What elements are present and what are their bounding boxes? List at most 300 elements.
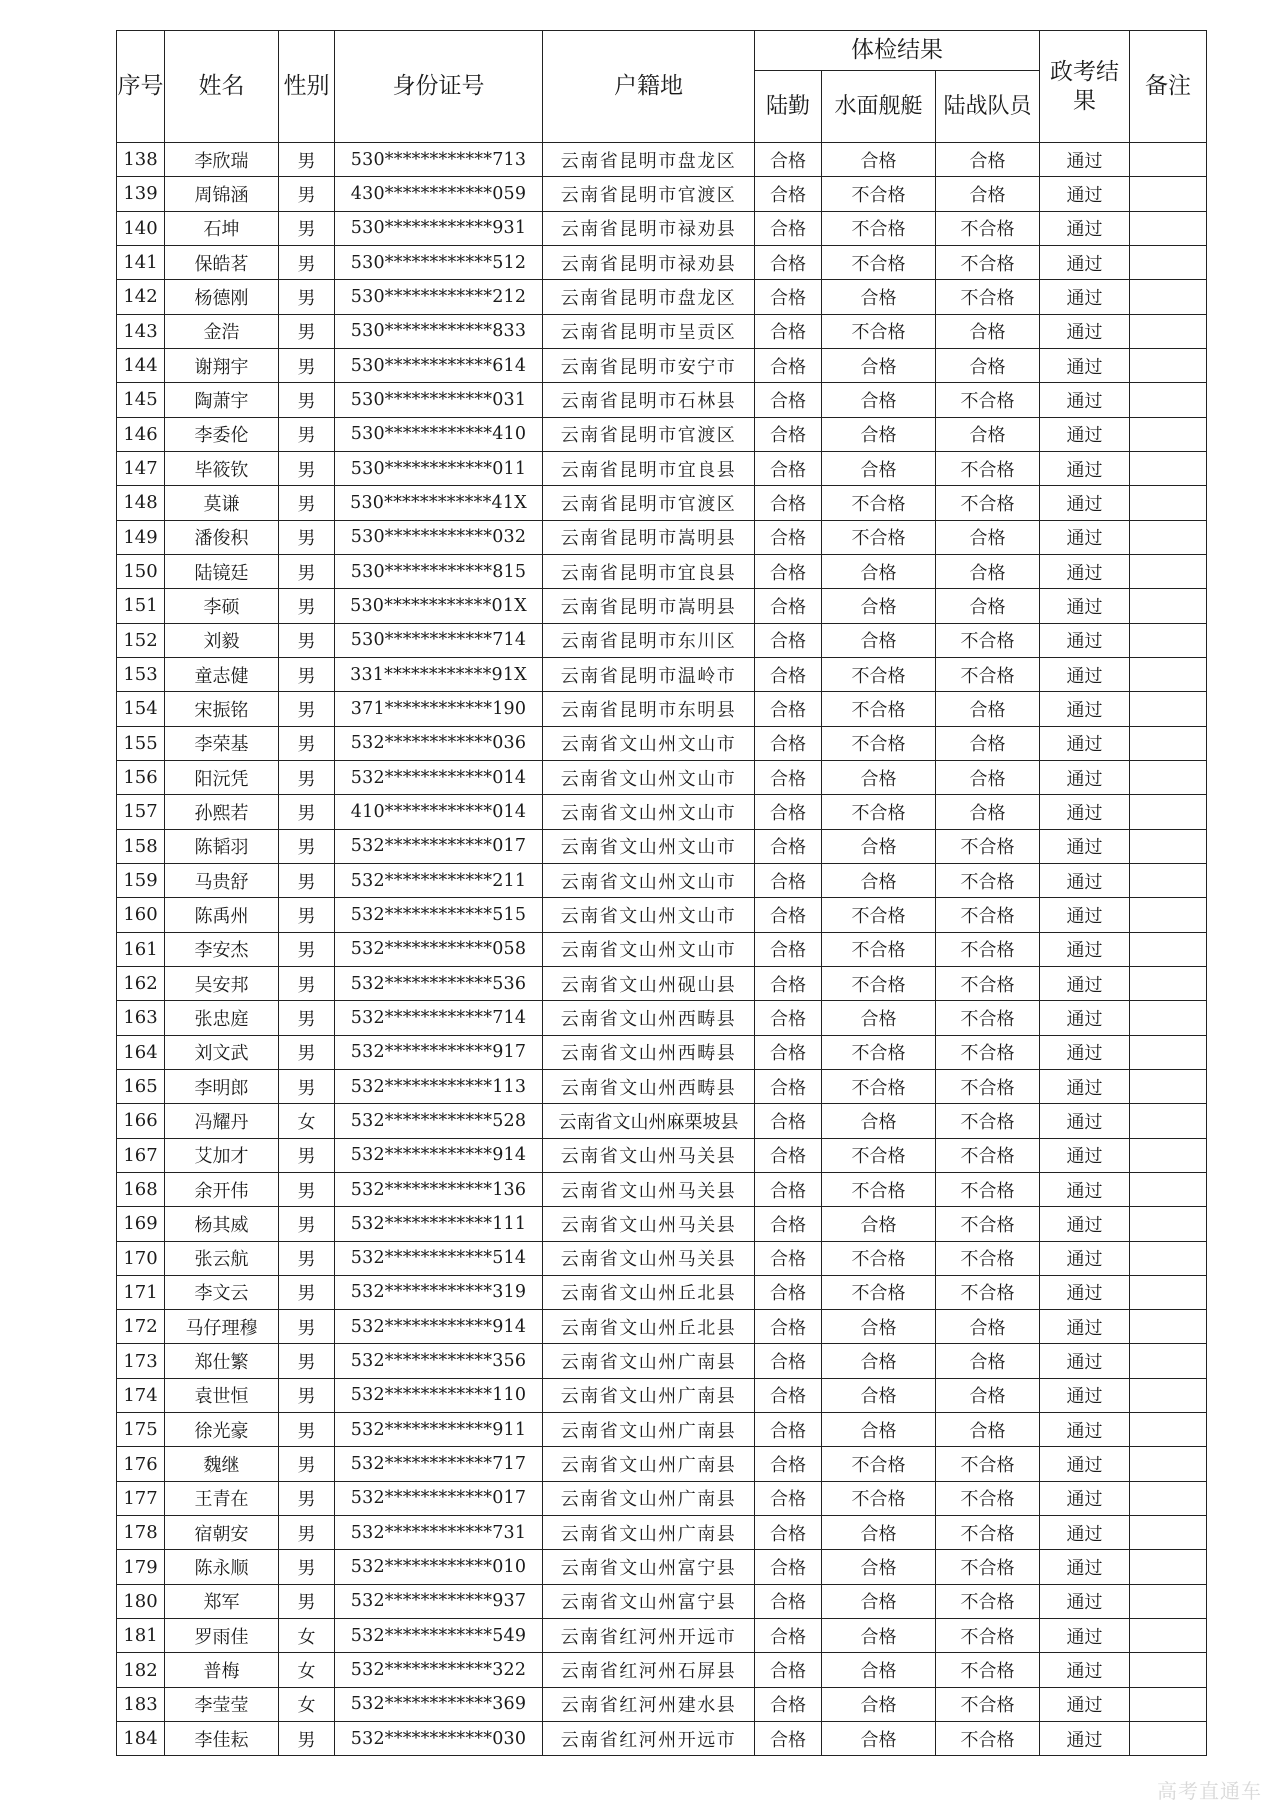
cell-marine: 不合格 bbox=[936, 1138, 1040, 1172]
cell-army: 合格 bbox=[755, 451, 822, 485]
cell-id: 530************512 bbox=[335, 245, 543, 279]
cell-gender: 女 bbox=[279, 1653, 335, 1687]
cell-gender: 男 bbox=[279, 1035, 335, 1069]
cell-army: 合格 bbox=[755, 1447, 822, 1481]
cell-political: 通过 bbox=[1040, 1275, 1130, 1309]
cell-id: 532************914 bbox=[335, 1310, 543, 1344]
cell-origin: 云南省文山州丘北县 bbox=[543, 1310, 755, 1344]
cell-political: 通过 bbox=[1040, 829, 1130, 863]
cell-army: 合格 bbox=[755, 1550, 822, 1584]
cell-id: 532************917 bbox=[335, 1035, 543, 1069]
cell-seq: 169 bbox=[117, 1207, 165, 1241]
cell-name: 袁世恒 bbox=[165, 1378, 279, 1412]
cell-origin: 云南省文山州丘北县 bbox=[543, 1275, 755, 1309]
cell-seq: 183 bbox=[117, 1687, 165, 1721]
cell-army: 合格 bbox=[755, 1069, 822, 1103]
cell-army: 合格 bbox=[755, 1172, 822, 1206]
cell-political: 通过 bbox=[1040, 314, 1130, 348]
table-row bbox=[117, 554, 1207, 588]
cell-remark bbox=[1130, 211, 1207, 245]
cell-id: 532************356 bbox=[335, 1344, 543, 1378]
cell-remark bbox=[1130, 1035, 1207, 1069]
cell-political: 通过 bbox=[1040, 1550, 1130, 1584]
cell-political: 通过 bbox=[1040, 1447, 1130, 1481]
cell-surface: 不合格 bbox=[822, 898, 936, 932]
cell-gender: 男 bbox=[279, 589, 335, 623]
table-row bbox=[117, 1138, 1207, 1172]
cell-origin: 云南省昆明市安宁市 bbox=[543, 348, 755, 382]
cell-id: 530************410 bbox=[335, 417, 543, 451]
cell-name: 普梅 bbox=[165, 1653, 279, 1687]
cell-origin: 云南省文山州西畴县 bbox=[543, 1001, 755, 1035]
cell-army: 合格 bbox=[755, 417, 822, 451]
cell-political: 通过 bbox=[1040, 1584, 1130, 1618]
cell-army: 合格 bbox=[755, 211, 822, 245]
cell-surface: 合格 bbox=[822, 1653, 936, 1687]
cell-political: 通过 bbox=[1040, 795, 1130, 829]
cell-id: 530************713 bbox=[335, 143, 543, 177]
cell-surface: 合格 bbox=[822, 417, 936, 451]
cell-surface: 合格 bbox=[822, 1310, 936, 1344]
table-row bbox=[117, 486, 1207, 520]
cell-gender: 男 bbox=[279, 1516, 335, 1550]
cell-gender: 女 bbox=[279, 1104, 335, 1138]
cell-political: 通过 bbox=[1040, 932, 1130, 966]
cell-remark bbox=[1130, 623, 1207, 657]
cell-marine: 不合格 bbox=[936, 898, 1040, 932]
cell-gender: 男 bbox=[279, 486, 335, 520]
cell-remark bbox=[1130, 177, 1207, 211]
cell-marine: 不合格 bbox=[936, 1241, 1040, 1275]
cell-name: 李荣基 bbox=[165, 726, 279, 760]
cell-political: 通过 bbox=[1040, 486, 1130, 520]
cell-name: 保皓茗 bbox=[165, 245, 279, 279]
cell-remark bbox=[1130, 863, 1207, 897]
cell-political: 通过 bbox=[1040, 451, 1130, 485]
cell-seq: 143 bbox=[117, 314, 165, 348]
cell-id: 532************514 bbox=[335, 1241, 543, 1275]
cell-seq: 182 bbox=[117, 1653, 165, 1687]
cell-seq: 184 bbox=[117, 1722, 165, 1756]
cell-seq: 142 bbox=[117, 280, 165, 314]
cell-id: 530************714 bbox=[335, 623, 543, 657]
cell-marine: 不合格 bbox=[936, 1069, 1040, 1103]
cell-surface: 不合格 bbox=[822, 795, 936, 829]
cell-remark bbox=[1130, 795, 1207, 829]
cell-army: 合格 bbox=[755, 692, 822, 726]
header-physical: 体检结果 bbox=[755, 31, 1040, 71]
cell-id: 532************731 bbox=[335, 1516, 543, 1550]
cell-political: 通过 bbox=[1040, 1687, 1130, 1721]
cell-political: 通过 bbox=[1040, 589, 1130, 623]
cell-name: 魏继 bbox=[165, 1447, 279, 1481]
table-row bbox=[117, 1104, 1207, 1138]
cell-marine: 合格 bbox=[936, 1310, 1040, 1344]
cell-political: 通过 bbox=[1040, 1172, 1130, 1206]
cell-name: 李明郎 bbox=[165, 1069, 279, 1103]
cell-surface: 不合格 bbox=[822, 1138, 936, 1172]
cell-marine: 合格 bbox=[936, 795, 1040, 829]
cell-id: 530************01X bbox=[335, 589, 543, 623]
table-row bbox=[117, 245, 1207, 279]
cell-remark bbox=[1130, 1172, 1207, 1206]
cell-political: 通过 bbox=[1040, 657, 1130, 691]
cell-remark bbox=[1130, 1104, 1207, 1138]
cell-id: 430************059 bbox=[335, 177, 543, 211]
cell-seq: 150 bbox=[117, 554, 165, 588]
cell-name: 潘俊积 bbox=[165, 520, 279, 554]
cell-army: 合格 bbox=[755, 1687, 822, 1721]
cell-origin: 云南省文山州马关县 bbox=[543, 1207, 755, 1241]
cell-surface: 不合格 bbox=[822, 1447, 936, 1481]
cell-name: 李莹莹 bbox=[165, 1687, 279, 1721]
cell-origin: 云南省文山州富宁县 bbox=[543, 1550, 755, 1584]
cell-seq: 178 bbox=[117, 1516, 165, 1550]
cell-gender: 男 bbox=[279, 1447, 335, 1481]
cell-political: 通过 bbox=[1040, 417, 1130, 451]
cell-id: 532************937 bbox=[335, 1584, 543, 1618]
table-row bbox=[117, 1172, 1207, 1206]
table-row bbox=[117, 1653, 1207, 1687]
cell-seq: 154 bbox=[117, 692, 165, 726]
cell-political: 通过 bbox=[1040, 1207, 1130, 1241]
cell-surface: 合格 bbox=[822, 1104, 936, 1138]
cell-id: 532************111 bbox=[335, 1207, 543, 1241]
cell-army: 合格 bbox=[755, 726, 822, 760]
cell-name: 陈禹州 bbox=[165, 898, 279, 932]
cell-political: 通过 bbox=[1040, 280, 1130, 314]
cell-name: 童志健 bbox=[165, 657, 279, 691]
cell-seq: 172 bbox=[117, 1310, 165, 1344]
cell-remark bbox=[1130, 1722, 1207, 1756]
cell-gender: 女 bbox=[279, 1687, 335, 1721]
cell-remark bbox=[1130, 1516, 1207, 1550]
cell-army: 合格 bbox=[755, 657, 822, 691]
cell-surface: 合格 bbox=[822, 1584, 936, 1618]
cell-gender: 男 bbox=[279, 1172, 335, 1206]
cell-name: 周锦涵 bbox=[165, 177, 279, 211]
cell-id: 410************014 bbox=[335, 795, 543, 829]
cell-marine: 不合格 bbox=[936, 486, 1040, 520]
table-row bbox=[117, 692, 1207, 726]
cell-political: 通过 bbox=[1040, 863, 1130, 897]
cell-political: 通过 bbox=[1040, 692, 1130, 726]
cell-surface: 合格 bbox=[822, 554, 936, 588]
cell-army: 合格 bbox=[755, 1516, 822, 1550]
cell-remark bbox=[1130, 1550, 1207, 1584]
cell-seq: 151 bbox=[117, 589, 165, 623]
cell-id: 532************113 bbox=[335, 1069, 543, 1103]
cell-seq: 148 bbox=[117, 486, 165, 520]
table-row bbox=[117, 829, 1207, 863]
cell-id: 532************211 bbox=[335, 863, 543, 897]
cell-surface: 合格 bbox=[822, 1001, 936, 1035]
cell-remark bbox=[1130, 1653, 1207, 1687]
cell-origin: 云南省文山州文山市 bbox=[543, 932, 755, 966]
cell-surface: 不合格 bbox=[822, 726, 936, 760]
cell-political: 通过 bbox=[1040, 1378, 1130, 1412]
cell-surface: 合格 bbox=[822, 1722, 936, 1756]
table-header bbox=[117, 31, 1207, 143]
cell-army: 合格 bbox=[755, 520, 822, 554]
cell-origin: 云南省文山州广南县 bbox=[543, 1516, 755, 1550]
cell-id: 532************911 bbox=[335, 1413, 543, 1447]
cell-seq: 180 bbox=[117, 1584, 165, 1618]
cell-name: 徐光豪 bbox=[165, 1413, 279, 1447]
cell-origin: 云南省昆明市呈贡区 bbox=[543, 314, 755, 348]
table-row bbox=[117, 348, 1207, 382]
cell-marine: 合格 bbox=[936, 1344, 1040, 1378]
cell-marine: 不合格 bbox=[936, 1447, 1040, 1481]
cell-id: 532************714 bbox=[335, 1001, 543, 1035]
cell-name: 李欣瑞 bbox=[165, 143, 279, 177]
cell-marine: 不合格 bbox=[936, 1722, 1040, 1756]
cell-name: 吴安邦 bbox=[165, 966, 279, 1000]
cell-id: 532************036 bbox=[335, 726, 543, 760]
cell-army: 合格 bbox=[755, 1310, 822, 1344]
cell-seq: 163 bbox=[117, 1001, 165, 1035]
cell-name: 艾加才 bbox=[165, 1138, 279, 1172]
cell-remark bbox=[1130, 1241, 1207, 1275]
cell-political: 通过 bbox=[1040, 1241, 1130, 1275]
cell-remark bbox=[1130, 245, 1207, 279]
cell-id: 371************190 bbox=[335, 692, 543, 726]
table-row bbox=[117, 1069, 1207, 1103]
cell-marine: 不合格 bbox=[936, 1035, 1040, 1069]
cell-origin: 云南省昆明市温岭市 bbox=[543, 657, 755, 691]
cell-seq: 171 bbox=[117, 1275, 165, 1309]
cell-gender: 男 bbox=[279, 417, 335, 451]
cell-remark bbox=[1130, 657, 1207, 691]
table-row bbox=[117, 1344, 1207, 1378]
cell-seq: 152 bbox=[117, 623, 165, 657]
cell-gender: 男 bbox=[279, 898, 335, 932]
cell-remark bbox=[1130, 143, 1207, 177]
cell-surface: 合格 bbox=[822, 1378, 936, 1412]
cell-surface: 合格 bbox=[822, 383, 936, 417]
table-row bbox=[117, 1001, 1207, 1035]
cell-origin: 云南省红河州开远市 bbox=[543, 1619, 755, 1653]
table-body bbox=[117, 143, 1207, 1756]
cell-gender: 男 bbox=[279, 623, 335, 657]
cell-gender: 男 bbox=[279, 554, 335, 588]
table-row bbox=[117, 966, 1207, 1000]
cell-seq: 165 bbox=[117, 1069, 165, 1103]
cell-origin: 云南省昆明市石林县 bbox=[543, 383, 755, 417]
cell-name: 马贵舒 bbox=[165, 863, 279, 897]
cell-remark bbox=[1130, 348, 1207, 382]
cell-army: 合格 bbox=[755, 1138, 822, 1172]
cell-name: 余开伟 bbox=[165, 1172, 279, 1206]
cell-gender: 男 bbox=[279, 966, 335, 1000]
cell-gender: 男 bbox=[279, 520, 335, 554]
cell-origin: 云南省文山州西畴县 bbox=[543, 1035, 755, 1069]
cell-army: 合格 bbox=[755, 863, 822, 897]
cell-marine: 合格 bbox=[936, 554, 1040, 588]
table-row bbox=[117, 211, 1207, 245]
cell-gender: 男 bbox=[279, 1550, 335, 1584]
cell-id: 532************536 bbox=[335, 966, 543, 1000]
cell-surface: 合格 bbox=[822, 143, 936, 177]
cell-name: 郑仕繁 bbox=[165, 1344, 279, 1378]
cell-gender: 男 bbox=[279, 1241, 335, 1275]
cell-surface: 合格 bbox=[822, 348, 936, 382]
cell-remark bbox=[1130, 1687, 1207, 1721]
cell-marine: 不合格 bbox=[936, 1619, 1040, 1653]
cell-remark bbox=[1130, 1069, 1207, 1103]
cell-surface: 不合格 bbox=[822, 177, 936, 211]
cell-id: 532************136 bbox=[335, 1172, 543, 1206]
table-row bbox=[117, 143, 1207, 177]
cell-remark bbox=[1130, 417, 1207, 451]
header-gender: 性别 bbox=[279, 31, 335, 143]
cell-id: 530************032 bbox=[335, 520, 543, 554]
cell-gender: 男 bbox=[279, 657, 335, 691]
cell-political: 通过 bbox=[1040, 966, 1130, 1000]
cell-name: 陶萧宇 bbox=[165, 383, 279, 417]
cell-remark bbox=[1130, 726, 1207, 760]
cell-surface: 不合格 bbox=[822, 1481, 936, 1515]
cell-remark bbox=[1130, 589, 1207, 623]
table-row bbox=[117, 589, 1207, 623]
cell-marine: 不合格 bbox=[936, 1172, 1040, 1206]
cell-political: 通过 bbox=[1040, 245, 1130, 279]
cell-seq: 179 bbox=[117, 1550, 165, 1584]
table-row bbox=[117, 1378, 1207, 1412]
cell-id: 532************549 bbox=[335, 1619, 543, 1653]
cell-surface: 合格 bbox=[822, 1619, 936, 1653]
cell-political: 通过 bbox=[1040, 554, 1130, 588]
cell-name: 张云航 bbox=[165, 1241, 279, 1275]
cell-political: 通过 bbox=[1040, 623, 1130, 657]
cell-gender: 男 bbox=[279, 1069, 335, 1103]
cell-political: 通过 bbox=[1040, 1722, 1130, 1756]
cell-army: 合格 bbox=[755, 1001, 822, 1035]
table-row bbox=[117, 1481, 1207, 1515]
cell-name: 冯耀丹 bbox=[165, 1104, 279, 1138]
cell-army: 合格 bbox=[755, 623, 822, 657]
table-row bbox=[117, 1447, 1207, 1481]
cell-marine: 合格 bbox=[936, 692, 1040, 726]
cell-id: 532************110 bbox=[335, 1378, 543, 1412]
results-table bbox=[116, 30, 1207, 1756]
cell-surface: 不合格 bbox=[822, 932, 936, 966]
cell-origin: 云南省文山州文山市 bbox=[543, 726, 755, 760]
cell-gender: 男 bbox=[279, 348, 335, 382]
cell-marine: 合格 bbox=[936, 1378, 1040, 1412]
cell-political: 通过 bbox=[1040, 177, 1130, 211]
cell-remark bbox=[1130, 1207, 1207, 1241]
cell-remark bbox=[1130, 486, 1207, 520]
cell-gender: 男 bbox=[279, 177, 335, 211]
table-row bbox=[117, 623, 1207, 657]
cell-political: 通过 bbox=[1040, 211, 1130, 245]
cell-origin: 云南省昆明市盘龙区 bbox=[543, 280, 755, 314]
cell-marine: 合格 bbox=[936, 314, 1040, 348]
cell-remark bbox=[1130, 1619, 1207, 1653]
cell-political: 通过 bbox=[1040, 143, 1130, 177]
cell-marine: 不合格 bbox=[936, 1001, 1040, 1035]
cell-origin: 云南省昆明市禄劝县 bbox=[543, 211, 755, 245]
cell-id: 532************914 bbox=[335, 1138, 543, 1172]
cell-political: 通过 bbox=[1040, 760, 1130, 794]
cell-political: 通过 bbox=[1040, 1035, 1130, 1069]
header-origin: 户籍地 bbox=[543, 31, 755, 143]
cell-gender: 男 bbox=[279, 211, 335, 245]
cell-seq: 140 bbox=[117, 211, 165, 245]
cell-gender: 男 bbox=[279, 863, 335, 897]
cell-origin: 云南省文山州文山市 bbox=[543, 863, 755, 897]
cell-seq: 175 bbox=[117, 1413, 165, 1447]
table-row bbox=[117, 280, 1207, 314]
cell-surface: 合格 bbox=[822, 1413, 936, 1447]
cell-surface: 不合格 bbox=[822, 1275, 936, 1309]
cell-origin: 云南省昆明市东川区 bbox=[543, 623, 755, 657]
cell-marine: 不合格 bbox=[936, 1275, 1040, 1309]
cell-origin: 云南省昆明市嵩明县 bbox=[543, 520, 755, 554]
cell-id: 532************058 bbox=[335, 932, 543, 966]
cell-id: 532************010 bbox=[335, 1550, 543, 1584]
cell-marine: 不合格 bbox=[936, 623, 1040, 657]
cell-marine: 不合格 bbox=[936, 383, 1040, 417]
table-row bbox=[117, 898, 1207, 932]
cell-origin: 云南省文山州西畴县 bbox=[543, 1069, 755, 1103]
cell-gender: 男 bbox=[279, 760, 335, 794]
cell-surface: 合格 bbox=[822, 1516, 936, 1550]
cell-origin: 云南省文山州广南县 bbox=[543, 1413, 755, 1447]
cell-origin: 云南省红河州建水县 bbox=[543, 1687, 755, 1721]
cell-origin: 云南省文山州马关县 bbox=[543, 1138, 755, 1172]
cell-political: 通过 bbox=[1040, 1653, 1130, 1687]
cell-remark bbox=[1130, 554, 1207, 588]
cell-seq: 174 bbox=[117, 1378, 165, 1412]
cell-name: 金浩 bbox=[165, 314, 279, 348]
cell-seq: 158 bbox=[117, 829, 165, 863]
cell-seq: 155 bbox=[117, 726, 165, 760]
cell-political: 通过 bbox=[1040, 1413, 1130, 1447]
cell-army: 合格 bbox=[755, 932, 822, 966]
cell-marine: 合格 bbox=[936, 1413, 1040, 1447]
cell-marine: 不合格 bbox=[936, 1584, 1040, 1618]
cell-political: 通过 bbox=[1040, 1481, 1130, 1515]
cell-marine: 合格 bbox=[936, 143, 1040, 177]
cell-name: 孙熙若 bbox=[165, 795, 279, 829]
cell-surface: 不合格 bbox=[822, 520, 936, 554]
cell-marine: 不合格 bbox=[936, 932, 1040, 966]
cell-id: 530************212 bbox=[335, 280, 543, 314]
table-row bbox=[117, 1687, 1207, 1721]
cell-seq: 146 bbox=[117, 417, 165, 451]
table-row bbox=[117, 417, 1207, 451]
cell-name: 王青在 bbox=[165, 1481, 279, 1515]
cell-origin: 云南省昆明市嵩明县 bbox=[543, 589, 755, 623]
cell-surface: 不合格 bbox=[822, 314, 936, 348]
cell-id: 530************931 bbox=[335, 211, 543, 245]
cell-remark bbox=[1130, 1138, 1207, 1172]
cell-army: 合格 bbox=[755, 795, 822, 829]
table-row bbox=[117, 657, 1207, 691]
cell-id: 331************91X bbox=[335, 657, 543, 691]
cell-gender: 男 bbox=[279, 1413, 335, 1447]
cell-surface: 合格 bbox=[822, 451, 936, 485]
cell-id: 532************030 bbox=[335, 1722, 543, 1756]
cell-origin: 云南省昆明市宜良县 bbox=[543, 554, 755, 588]
cell-id: 530************815 bbox=[335, 554, 543, 588]
cell-gender: 男 bbox=[279, 829, 335, 863]
cell-seq: 170 bbox=[117, 1241, 165, 1275]
cell-remark bbox=[1130, 829, 1207, 863]
cell-seq: 145 bbox=[117, 383, 165, 417]
